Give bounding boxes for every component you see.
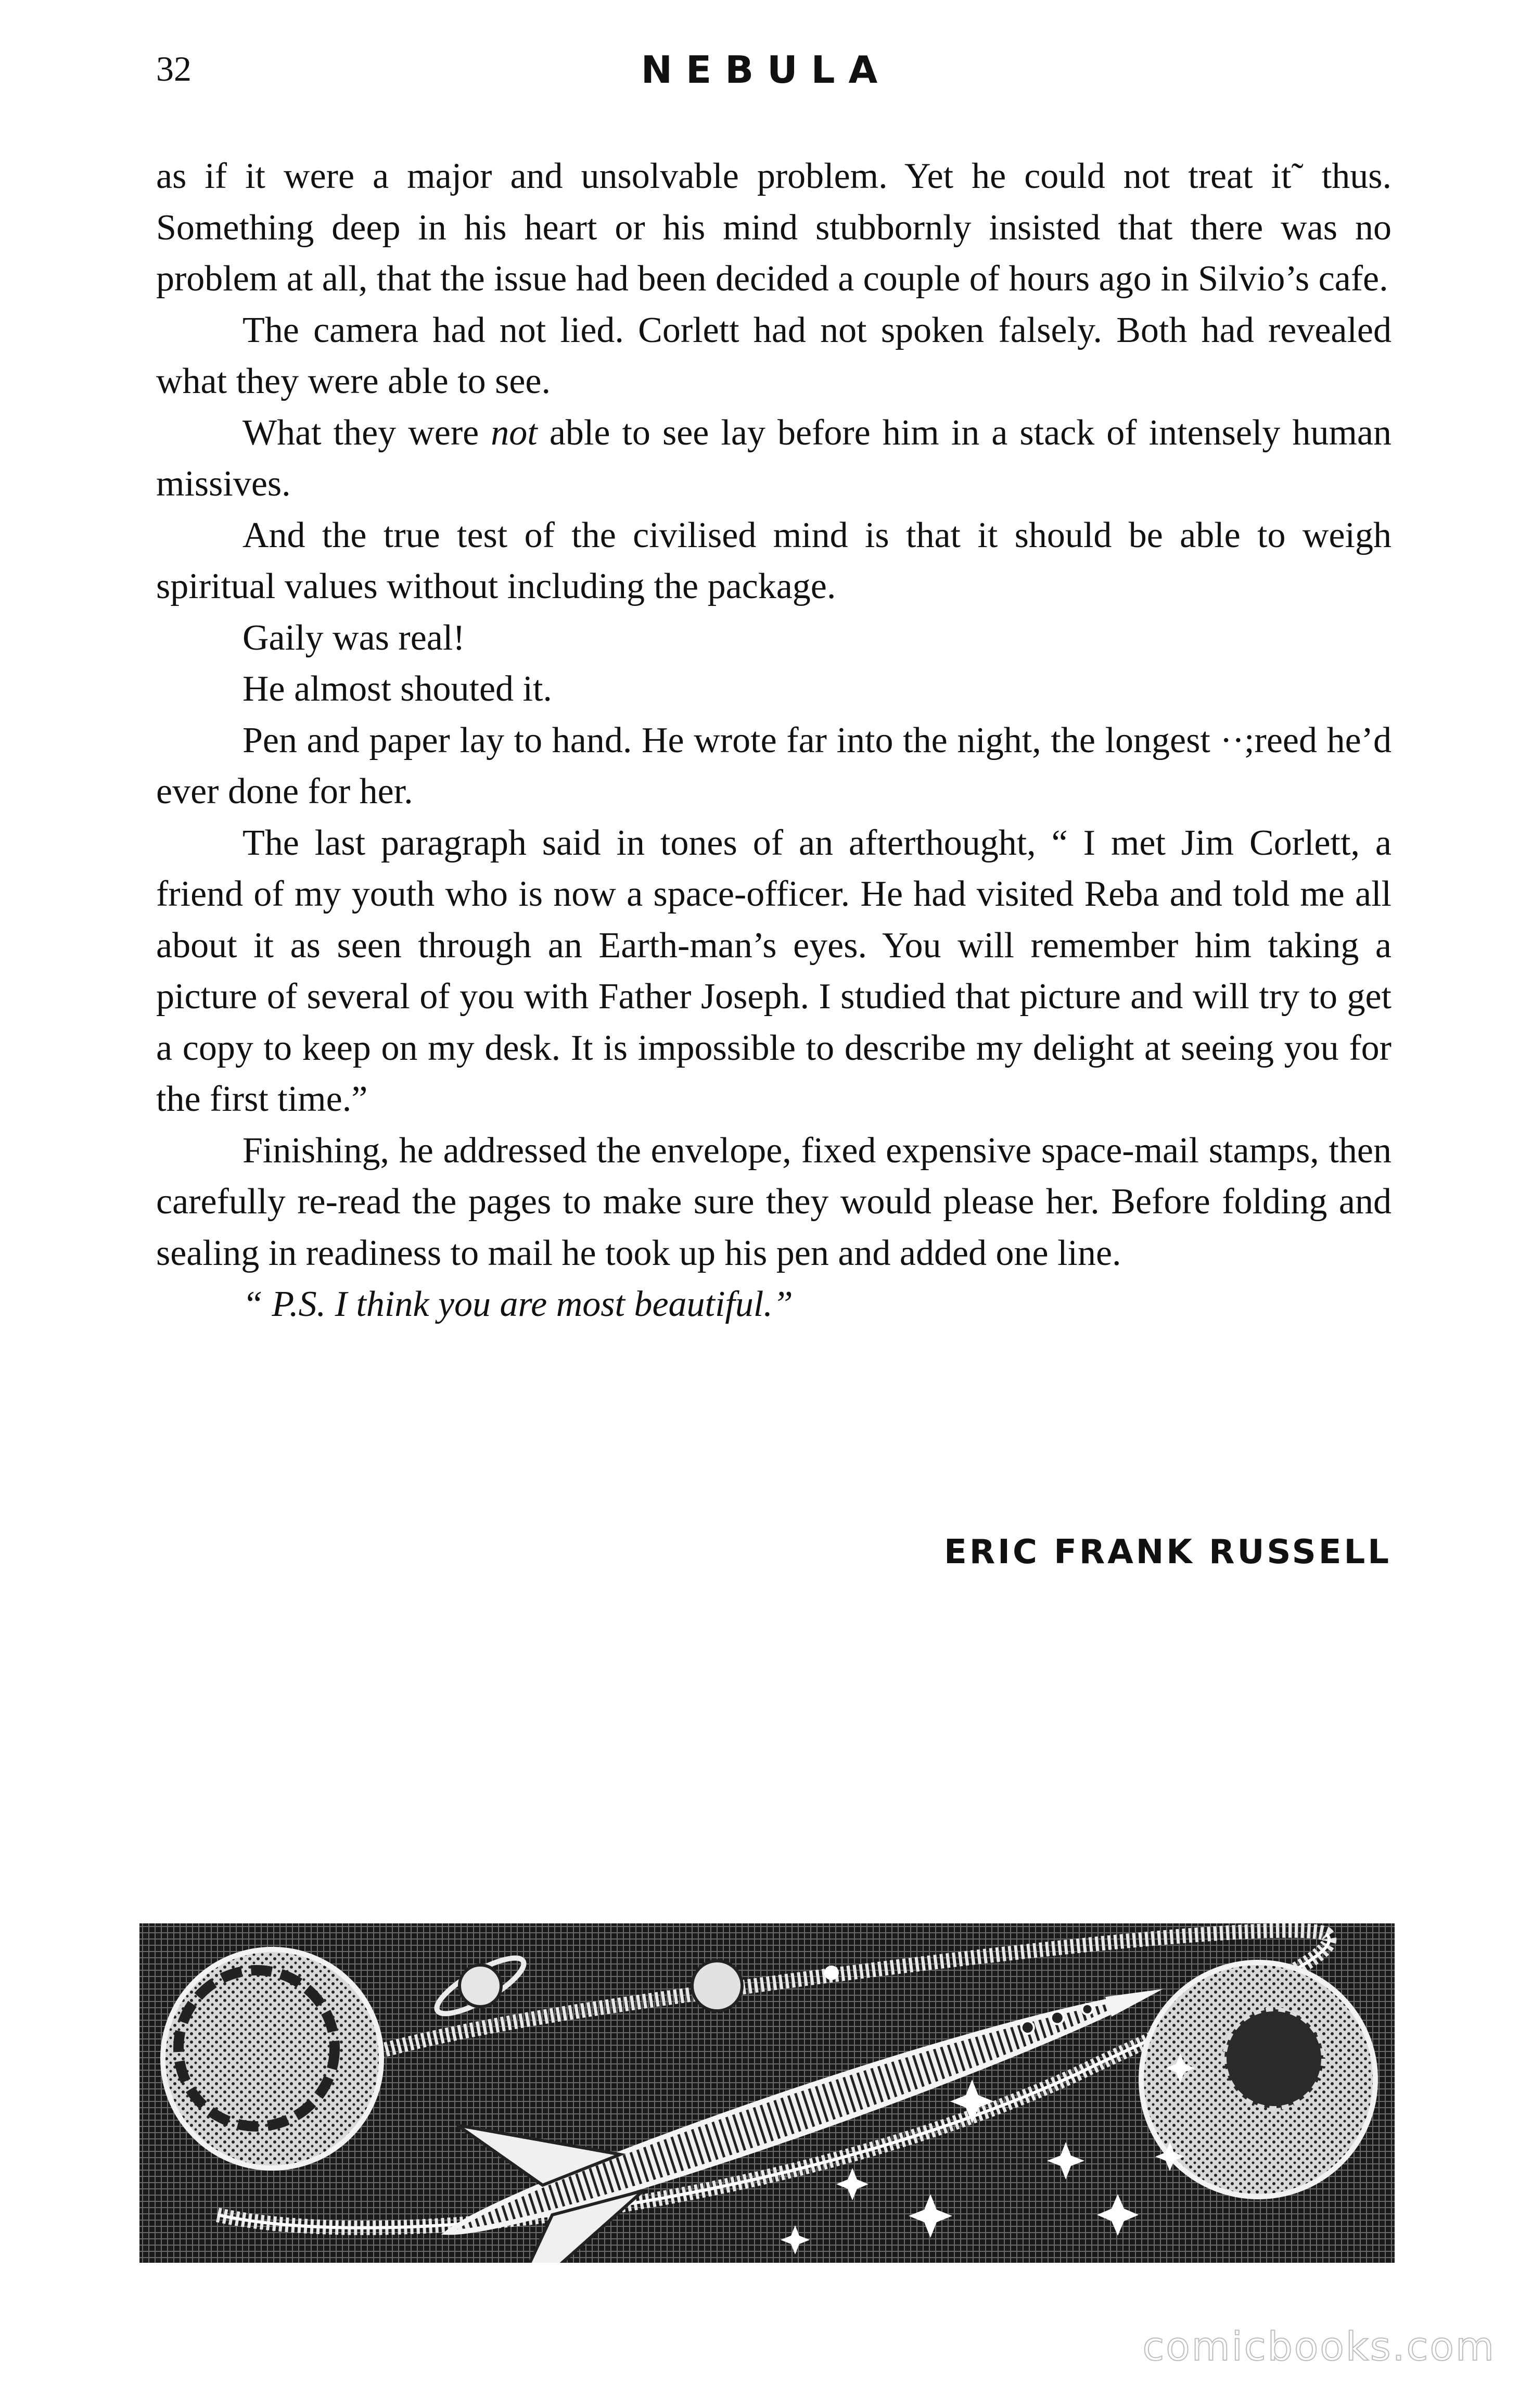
paragraph-8: The last paragraph said in tones of an afterthought, “ I met Jim Corlett, a friend of my youth who is now a space-officer. He had visited Reba and told me all about it as seen through an Earth-man’s eyes. You will remember him taking a picture of several of you with Father Joseph. I studied that picture and will try to get a copy to keep on my desk. It is impossible to describe my delight at seeing you for the first time.” [156,822,1391,1119]
moon-1 [692,1961,742,2011]
paragraph-6: He almost shouted it. [242,669,552,709]
paragraph-4: And the true test of the civilised mind is that it should be able to weigh spiritual values without including the package. [156,515,1391,606]
postscript: “ P.S. I think you are most beautiful.” [242,1284,793,1324]
ringed-planet [459,1965,501,2007]
rocket-space-scene-illustration [139,1923,1395,2263]
paragraph-9: Finishing, he addressed the envelope, fixed expensive space-mail stamps, then carefully re-read the pages to make sure they would please her. Before folding and sealing in readiness to mail he took up his pen and added one line. [156,1130,1391,1273]
illustration-svg [139,1923,1395,2263]
running-title: NEBULA [641,48,891,92]
moon-2 [824,1966,839,1980]
paragraph-2: The camera had not lied. Corlett had not spoken falsely. Both had revealed what they were able to see. [156,310,1391,401]
paragraph-5: Gaily was real! [242,617,465,658]
paragraph-1: as if it were a major and unsolvable problem. Yet he could not treat it˜ thus. Something deep in his heart or his mind stubbornly insisted that there was no problem at all, that the issue had been decided a couple of hours ago in Silvio’s cafe. [156,156,1391,299]
watermark: comicbooks.com [1142,2323,1496,2369]
author-byline: ERIC FRANK RUSSELL [944,1533,1391,1571]
page-number: 32 [156,49,191,88]
emphasis-not: not [491,412,538,453]
right-planet-core [1224,2009,1323,2108]
story-text [156,151,1391,1330]
paragraph-7: Pen and paper lay to hand. He wrote far into the night, the longest ··;reed he’d ever done for her. [156,720,1391,812]
left-planet [163,1949,381,2168]
paragraph-3: What they were not able to see lay before him in a stack of intensely human missives. [156,412,1391,504]
